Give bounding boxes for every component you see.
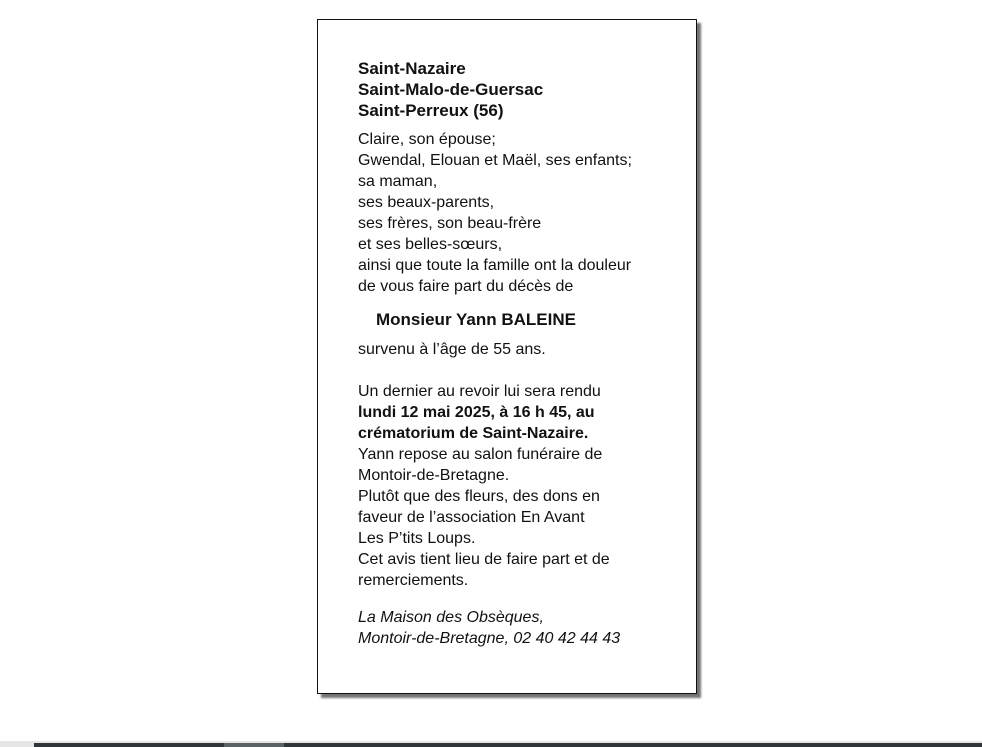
details-line: remerciements. xyxy=(358,572,469,589)
scrollbar-track[interactable] xyxy=(34,743,982,747)
place-line: Saint-Malo-de-Guersac xyxy=(358,80,544,99)
family-line: ses beaux-parents, xyxy=(358,194,495,211)
ceremony-date: lundi 12 mai 2025, à 16 h 45, au xyxy=(358,404,595,421)
scrollbar-thumb[interactable] xyxy=(224,743,284,747)
family-line: ainsi que toute la famille ont la douleur xyxy=(358,257,632,274)
details-line: Les P’tits Loups. xyxy=(358,530,476,547)
horizontal-scrollbar[interactable] xyxy=(0,741,982,747)
family-line: sa maman, xyxy=(358,173,438,190)
funeral-home xyxy=(358,607,696,649)
details-line: faveur de l’association En Avant xyxy=(358,509,585,526)
family-announcement xyxy=(358,129,696,297)
ceremony-place: crématorium de Saint-Nazaire. xyxy=(358,425,589,442)
deceased-name: Monsieur Yann BALEINE xyxy=(376,310,576,329)
family-line: de vous faire part du décès de xyxy=(358,278,574,295)
place-line: Saint-Nazaire xyxy=(358,59,466,78)
details-line: Cet avis tient lieu de faire part et de xyxy=(358,551,610,568)
places-list xyxy=(358,58,696,121)
obituary-notice xyxy=(317,19,697,694)
family-line: ses frères, son beau-frère xyxy=(358,215,542,232)
funeral-home-contact: Montoir-de-Bretagne, 02 40 42 44 43 xyxy=(358,630,621,647)
family-line: et ses belles-sœurs, xyxy=(358,236,503,253)
family-line: Claire, son épouse; xyxy=(358,131,496,148)
ceremony-block xyxy=(358,381,696,591)
details-line: Plutôt que des fleurs, des dons en xyxy=(358,488,600,505)
ceremony-intro: Un dernier au revoir lui sera rendu xyxy=(358,383,601,400)
details-line: Yann repose au salon funéraire de xyxy=(358,446,603,463)
age-line: survenu à l’âge de 55 ans. xyxy=(358,341,546,358)
place-line: Saint-Perreux (56) xyxy=(358,101,504,120)
details-line: Montoir-de-Bretagne. xyxy=(358,467,510,484)
family-line: Gwendal, Elouan et Maël, ses enfants; xyxy=(358,152,632,169)
funeral-home-name: La Maison des Obsèques, xyxy=(358,609,544,626)
